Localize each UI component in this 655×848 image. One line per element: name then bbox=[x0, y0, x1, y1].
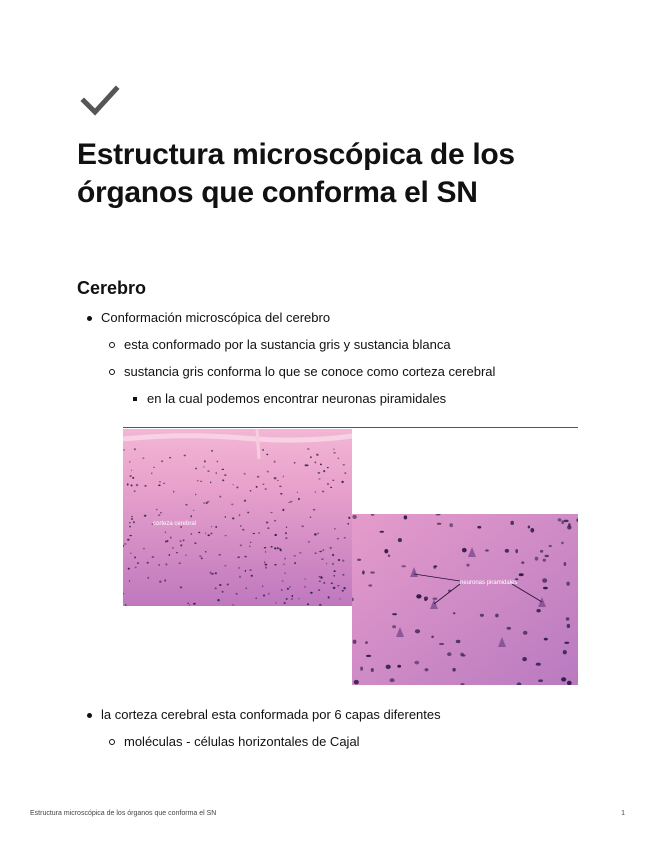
check-icon bbox=[80, 84, 120, 118]
cortex-micrograph bbox=[123, 429, 352, 606]
list-item: moléculas - células horizontales de Cajal bbox=[124, 734, 360, 749]
footer-title: Estructura microscópica de los órganos que conforma el SN bbox=[30, 810, 217, 817]
image-label: neuronas piramidales bbox=[460, 580, 518, 586]
list-item: la corteza cerebral esta conformada por 6 capas diferentes bbox=[101, 707, 441, 722]
pyramidal-neurons-micrograph bbox=[352, 514, 578, 685]
list-item: Conformación microscópica del cerebro bbox=[101, 310, 331, 325]
divider bbox=[123, 427, 578, 428]
list-item: sustancia gris conforma lo que se conoce como corteza cerebral bbox=[124, 364, 496, 379]
list-item: en la cual podemos encontrar neuronas piramidales bbox=[147, 391, 447, 406]
image-label: corteza cerebral bbox=[153, 521, 197, 527]
page-number: 1 bbox=[621, 810, 625, 817]
section-heading: Cerebro bbox=[77, 278, 147, 298]
page-title: Estructura microscópica de los órganos que conforma el SN bbox=[77, 138, 515, 209]
list-item: esta conformado por la sustancia gris y sustancia blanca bbox=[124, 337, 451, 352]
